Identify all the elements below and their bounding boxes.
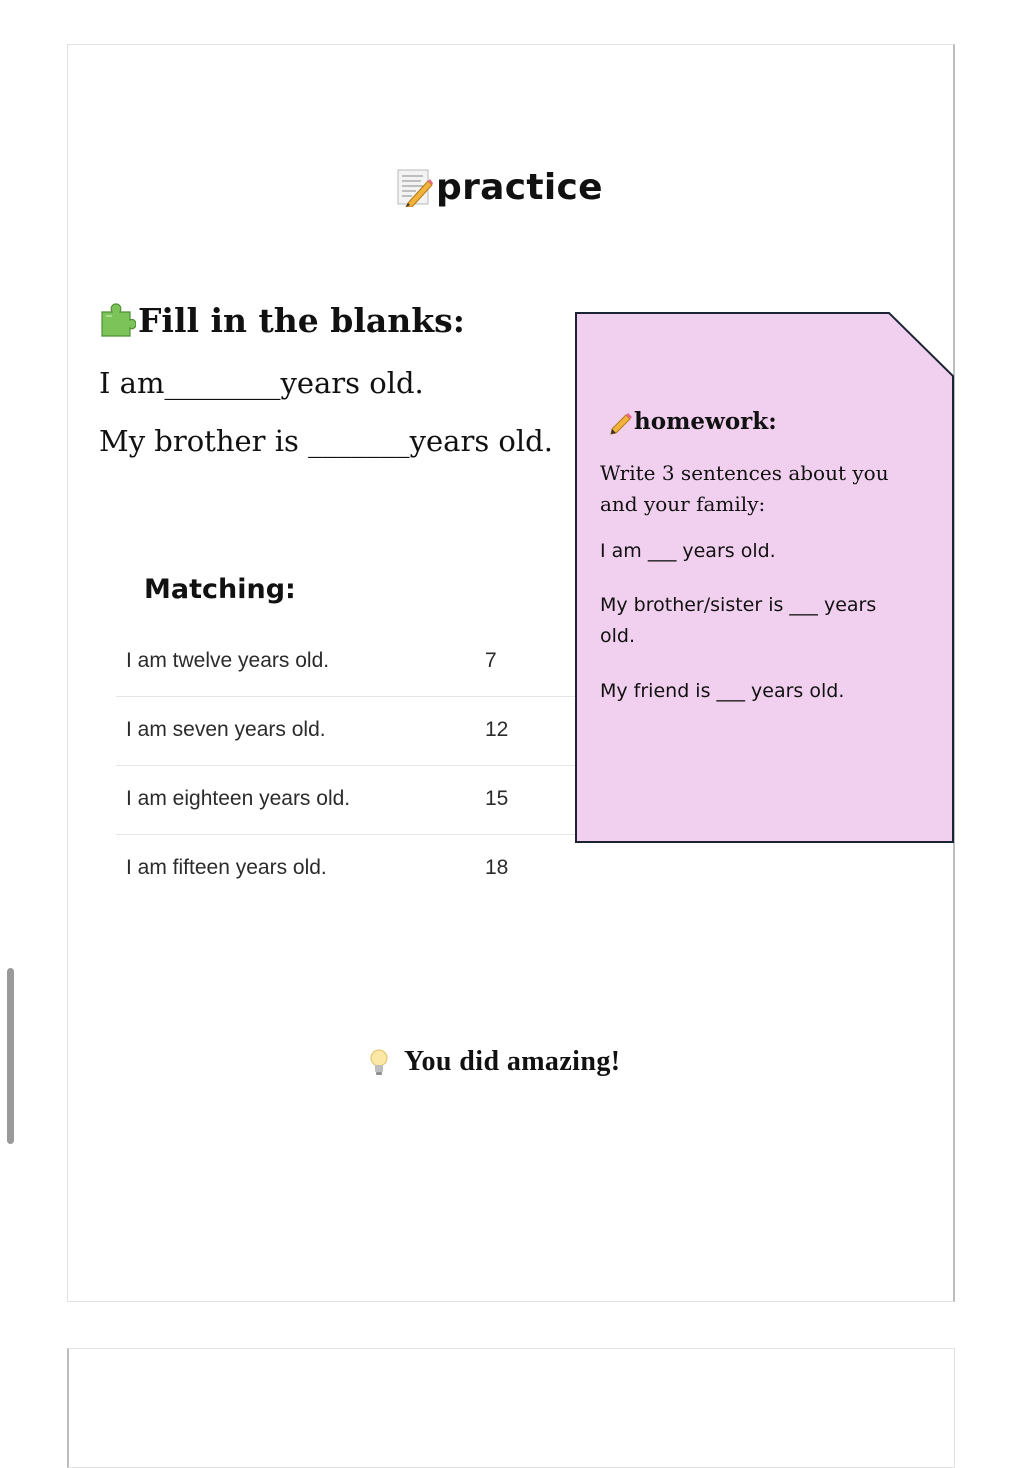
page-title-text: practice <box>436 166 603 208</box>
homework-line: My friend is ___ years old. <box>600 680 845 702</box>
matching-table <box>116 628 586 903</box>
light-bulb-icon <box>366 1046 396 1078</box>
page-title <box>396 163 603 211</box>
memo-icon <box>396 167 434 207</box>
note-shape <box>575 312 955 844</box>
matching-heading: Matching: <box>144 574 296 605</box>
matching-number: 18 <box>485 856 509 879</box>
homework-intro: Write 3 sentences about you and your family: <box>600 461 889 516</box>
matching-sentence: I am twelve years old. <box>126 649 330 672</box>
closing-message <box>366 1046 620 1078</box>
next-document-page <box>67 1348 955 1468</box>
table-row <box>116 766 586 835</box>
matching-sentence: I am fifteen years old. <box>126 856 327 879</box>
homework-heading <box>608 408 777 435</box>
fill-in-heading <box>98 298 465 342</box>
matching-sentence: I am eighteen years old. <box>126 787 351 810</box>
table-row <box>116 628 586 697</box>
matching-number: 15 <box>485 787 509 810</box>
puzzle-icon <box>98 300 136 340</box>
table-row <box>116 835 586 903</box>
matching-number: 12 <box>485 718 509 741</box>
homework-line: I am ___ years old. <box>600 540 776 562</box>
pencil-icon <box>608 409 634 435</box>
closing-message-text: You did amazing! <box>404 1046 621 1077</box>
table-row <box>116 697 586 766</box>
homework-note <box>575 312 955 844</box>
homework-line: My brother/sister is ___ years old. <box>600 594 877 647</box>
matching-sentence: I am seven years old. <box>126 718 326 741</box>
fill-in-sentence: My brother is _______years old. <box>99 424 553 458</box>
homework-heading-text: homework: <box>634 408 777 435</box>
matching-number: 7 <box>485 649 497 672</box>
fill-in-sentence: I am________years old. <box>99 366 424 400</box>
scrollbar[interactable] <box>7 968 14 1144</box>
fill-in-heading-text: Fill in the blanks: <box>138 300 465 340</box>
